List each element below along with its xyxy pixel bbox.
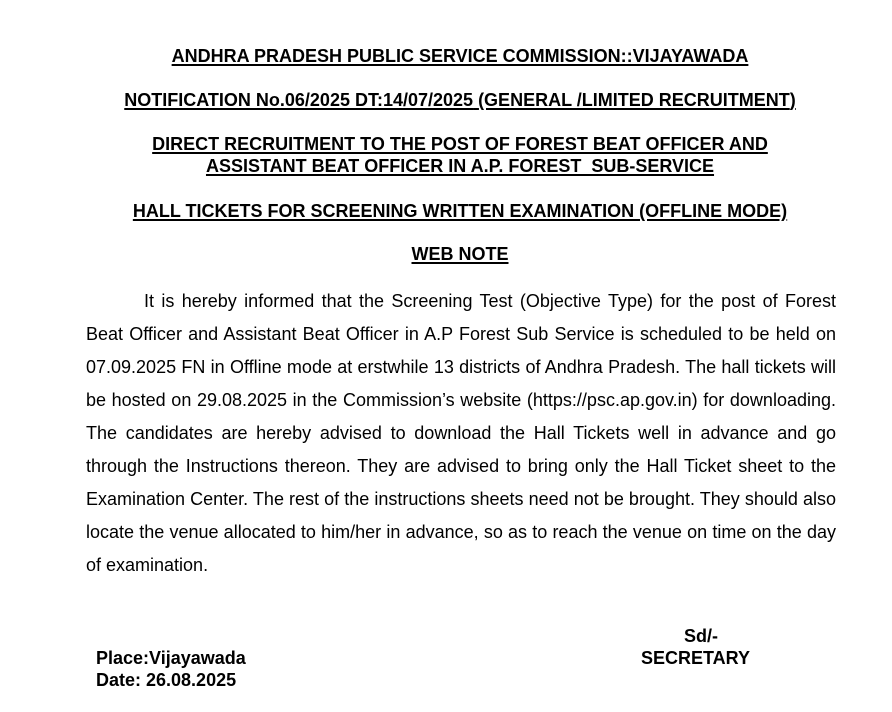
recruitment-type: (GENERAL /LIMITED RECRUITMENT bbox=[478, 90, 790, 110]
commission-title: ANDHRA PRADESH PUBLIC SERVICE COMMISSION::VIJAYAWADA bbox=[171, 46, 749, 66]
post-title-line1: DIRECT RECRUITMENT TO THE POST OF FOREST BEAT OFFICER AND bbox=[152, 134, 768, 154]
signature-mark: Sd/- bbox=[684, 626, 718, 646]
place-label: Place:Vijayawada bbox=[96, 648, 246, 668]
body-paragraph: It is hereby informed that the Screening Test (Objective Type) for the post of Forest Beat Officer and Assistant Beat Officer in A.P Forest Sub Service is scheduled to be held on 07.09.2025 FN in Offline mode at erstwhile 13 districts of Andhra Pradesh. The hall tickets will be hosted on 29.08.2025 in the Commission’s website (https://psc.ap.gov.in) for downloading. The candidates are hereby advised to download the Hall Tickets well in advance and go through the Instructions thereon. They are advised to bring only the Hall Ticket sheet to the Examination Center. The rest of the instructions sheets need not be brought. They should also locate the venue allocated to him/her in advance, so as to reach the venue on time on the day of examination. bbox=[86, 291, 836, 575]
web-note-title: WEB NOTE bbox=[411, 244, 509, 264]
designation-label: SECRETARY bbox=[641, 648, 751, 668]
date-label: Date: 26.08.2025 bbox=[96, 670, 237, 690]
notification-number: NOTIFICATION No.06/2025 DT:14/07/2025 bbox=[124, 90, 474, 110]
post-title bbox=[0, 133, 892, 177]
notification-line bbox=[0, 89, 892, 111]
post-title-line2: ASSISTANT BEAT OFFICER IN A.P. FOREST SUB-SERVICE bbox=[205, 156, 715, 176]
hall-tickets-title: HALL TICKETS FOR SCREENING WRITTEN EXAMINATION (OFFLINE MODE) bbox=[132, 201, 788, 221]
recruitment-close: ) bbox=[789, 90, 796, 110]
